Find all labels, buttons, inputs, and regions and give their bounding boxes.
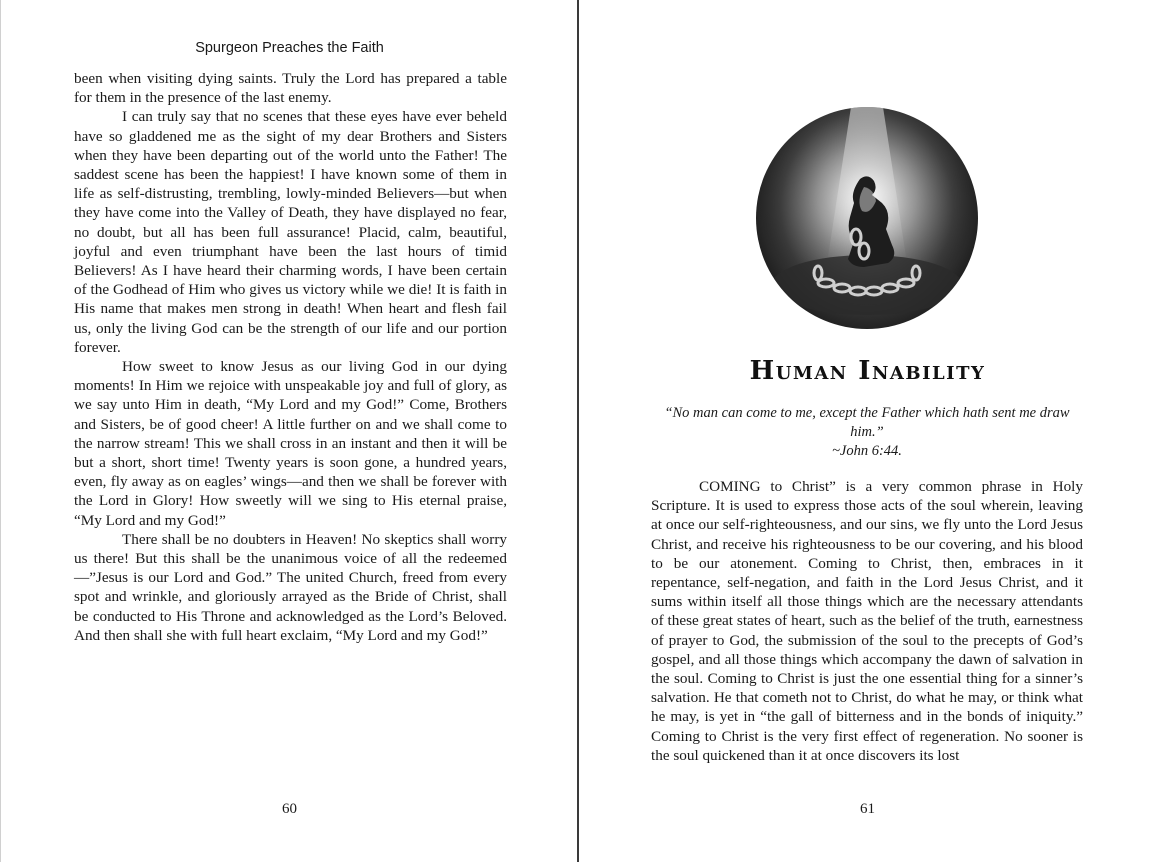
page-number-left: 60	[282, 801, 297, 817]
epigraph-quote: “No man can come to me, except the Father which hath sent me draw him.”	[664, 405, 1070, 440]
epigraph-reference: ~John 6:44.	[832, 443, 902, 459]
paragraph: How sweet to know Jesus as our living God in our dying moments! In Him we rejoice with unspeakable joy and full of glory, as we say unto Him in death, “My Lord and my God!” Come, Brothers and Sisters, be of good cheer! A little further on and we shall come to the narrow stream! This we shall cross in an instant and then it will be but a short, short time! Twenty years is soon gone, a hundred years, even, fly away as on eagles’ wings—and then we shall be forever with the Lord in Glory! How sweetly will we sing to His eternal praise, “My Lord and my God!”	[74, 358, 507, 529]
paragraph: COMING to Christ” is a very common phrase in Holy Scripture. It is used to express those acts of the soul wherein, leaving at once our self-righteousness, and our sins, we fly unto the Lord Jesus Christ, and receive his righteousness to be our covering, and his blood to be our atonement. Coming to Christ, then, embraces in it repentance, self-negation, and faith in the Lord Jesus Christ, and it sums within itself all those things which are the necessary attendants of these great states of heart, such as the belief of the truth, earnestness of prayer to God, the submission of the soul to the precepts of God’s gospel, and all those things which accompany the dawn of salvation in the soul. Coming to Christ is just the one essential thing for a sinner’s salvation. He that cometh not to Christ, do what he may, or think what he may, is yet in “the gall of bitterness and in the bonds of iniquity.” Coming to Christ is the very first effect of regeneration. No sooner is the soul quickened than it at once discovers its lost	[651, 478, 1083, 764]
right-page	[579, 0, 1156, 862]
paragraph: There shall be no doubters in Heaven! No skeptics shall worry us there! But this shall be the unanimous voice of all the redeemed—”Jesus is our Lord and God.” The united Church, freed from every spot and wrinkle, and gloriously arrayed as the Bride of Christ, shall be conducted to His Throne and acknowledged as the Lord’s Beloved. And then shall she with full heart exclaim, “My Lord and my God!”	[74, 530, 507, 644]
left-body-text	[74, 69, 507, 645]
paragraph: been when visiting dying saints. Truly the Lord has prepared a table for them in the presence of the last enemy.	[74, 70, 507, 107]
running-head: Spurgeon Preaches the Faith	[195, 40, 384, 56]
chained-figure-illustration	[756, 107, 978, 329]
paragraph: I can truly say that no scenes that these eyes have ever beheld have so gladdened me as the sight of my dear Brothers and Sisters when they have been departing out of the world unto the Father! The saddest scene has been the happiest! I have known some of them in life as self-distrusting, trembling, lowly-minded Believers—but when they have come into the Valley of Death, they have displayed no fear, no doubt, but all has been full assurance! Placid, calm, beautiful, joyful and even triumphant have been the last hours of timid Believers! As I have heard their charming words, I have been certain of the Godhead of Him who gives us victory while we die! It is faith in His name that makes men strong in death! When heart and flesh fail us, only the living God can be the strength of our life and our portion forever.	[74, 108, 507, 356]
chapter-title: Human Inability	[749, 356, 986, 386]
epigraph	[657, 404, 1077, 461]
page-number-right: 61	[860, 801, 875, 817]
right-body-text	[651, 477, 1083, 765]
chapter-illustration	[756, 107, 978, 329]
